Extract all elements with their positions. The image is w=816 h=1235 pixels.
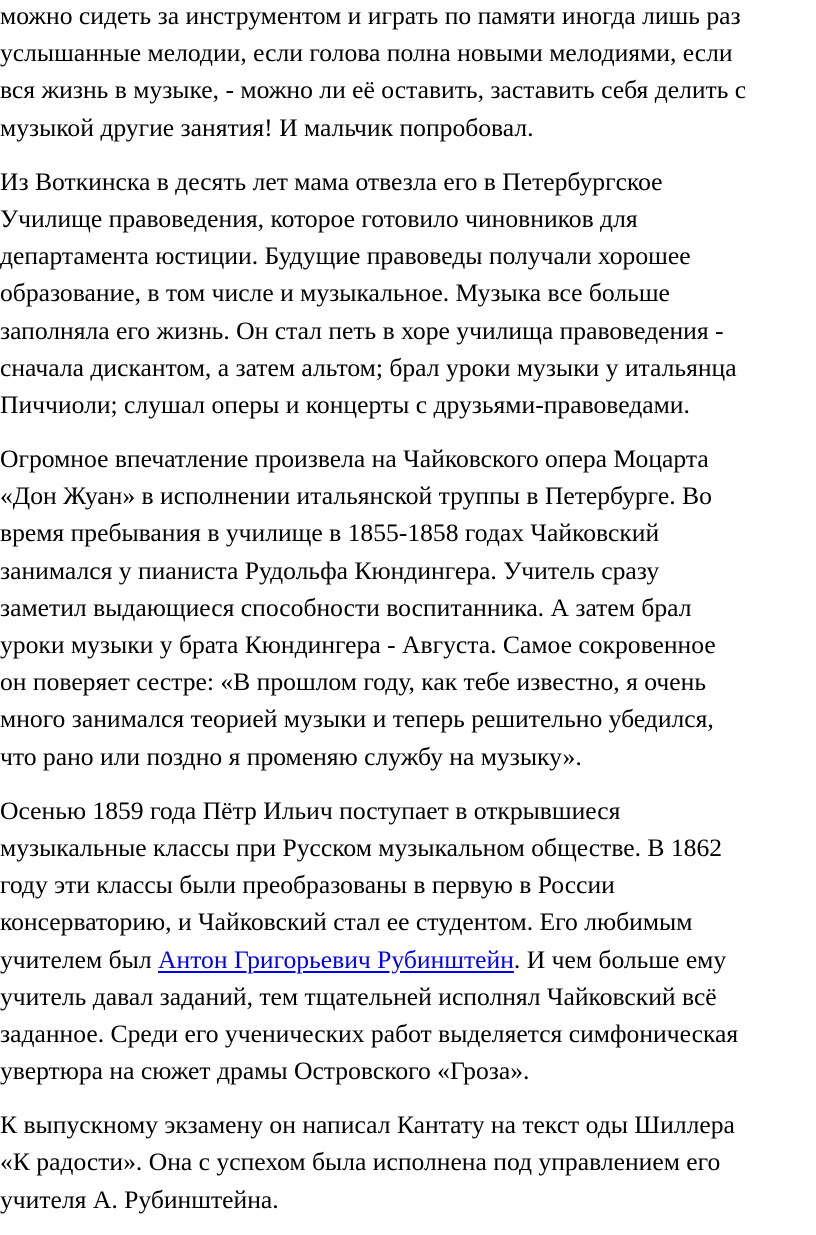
text-line: заметил выдающиеся способности воспитанника. А затем брал [0, 592, 692, 622]
text-line: К выпускному экзамену он написал Кантату на текст оды Шиллера [0, 1110, 735, 1140]
text-line-with-link [0, 941, 816, 978]
paragraph-don-juan [0, 440, 816, 775]
text-line: он поверяет сестре: «В прошлом году, как тебе известно, я очень [0, 667, 707, 697]
text-line: можно сидеть за инструментом и играть по памяти иногда лишь раз [0, 1, 741, 30]
text-line: году эти классы были преобразованы в первую в России [0, 870, 615, 900]
text-line: департамента юстиции. Будущие правоведы получали хорошее [0, 241, 691, 271]
text-line: заданное. Среди его ученических работ выделяется симфоническая [0, 1018, 739, 1048]
text-segment: . И чем больше ему [513, 944, 727, 974]
text-line: Из Воткинска в десять лет мама отвезла его в Петербургское [0, 166, 663, 196]
text-line: время пребывания в училище в 1855-1858 годах Чайковский [0, 518, 660, 548]
paragraph-conservatory [0, 792, 816, 1090]
text-line: «К радости». Она с успехом была исполнена под управлением его [0, 1147, 721, 1177]
text-line: заполняла его жизнь. Он стал петь в хоре училища правоведения - [0, 315, 724, 345]
text-line: увертюра на сюжет драмы Островского «Гроза». [0, 1056, 530, 1086]
text-line: учителя А. Рубинштейна. [0, 1184, 279, 1214]
paragraph-childhood-music [0, 0, 816, 146]
paragraph-graduation-cantata [0, 1106, 816, 1218]
text-line: учитель давал заданий, тем тщательней исполнял Чайковский всё [0, 981, 717, 1011]
text-line: музыкальные классы при Русском музыкальном обществе. В 1862 [0, 832, 723, 862]
text-line: Осенью 1859 года Пётр Ильич поступает в открывшиеся [0, 795, 621, 825]
text-line: вся жизнь в музыке, - можно ли её оставить, заставить себя делить с [0, 75, 747, 105]
text-line: уроки музыки у брата Кюндингера - Августа. Самое сокровенное [0, 630, 716, 659]
text-line: Огромное впечатление произвела на Чайковского опера Моцарта [0, 444, 709, 474]
text-line: занимался у пианиста Рудольфа Кюндингера. Учитель сразу [0, 555, 660, 585]
text-segment: учителем был [0, 944, 159, 974]
text-line: услышанные мелодии, если голова полна новыми мелодиями, если [0, 38, 733, 68]
text-line: много занимался теорией музыки и теперь решительно убедился, [0, 704, 714, 734]
text-line: Пиччиоли; слушал оперы и концерты с друзьями-правоведами. [0, 389, 690, 419]
rubinstein-link[interactable]: Антон Григорьевич Рубинштейн [158, 944, 514, 974]
text-line: «Дон Жуан» в исполнении итальянской труппы в Петербурге. Во [0, 481, 712, 511]
text-line: Училище правоведения, которое готовило чиновников для [0, 203, 638, 233]
paragraph-law-school [0, 163, 816, 423]
text-line: консерваторию, и Чайковский стал ее студентом. Его любимым [0, 907, 693, 937]
text-line: сначала дискантом, а затем альтом; брал уроки музыки у итальянца [0, 352, 737, 382]
text-line: музыкой другие занятия! И мальчик попробовал. [0, 112, 534, 142]
text-line: что рано или поздно я променяю службу на музыку». [0, 741, 582, 771]
text-line: образование, в том числе и музыкальное. Музыка все больше [0, 278, 670, 308]
